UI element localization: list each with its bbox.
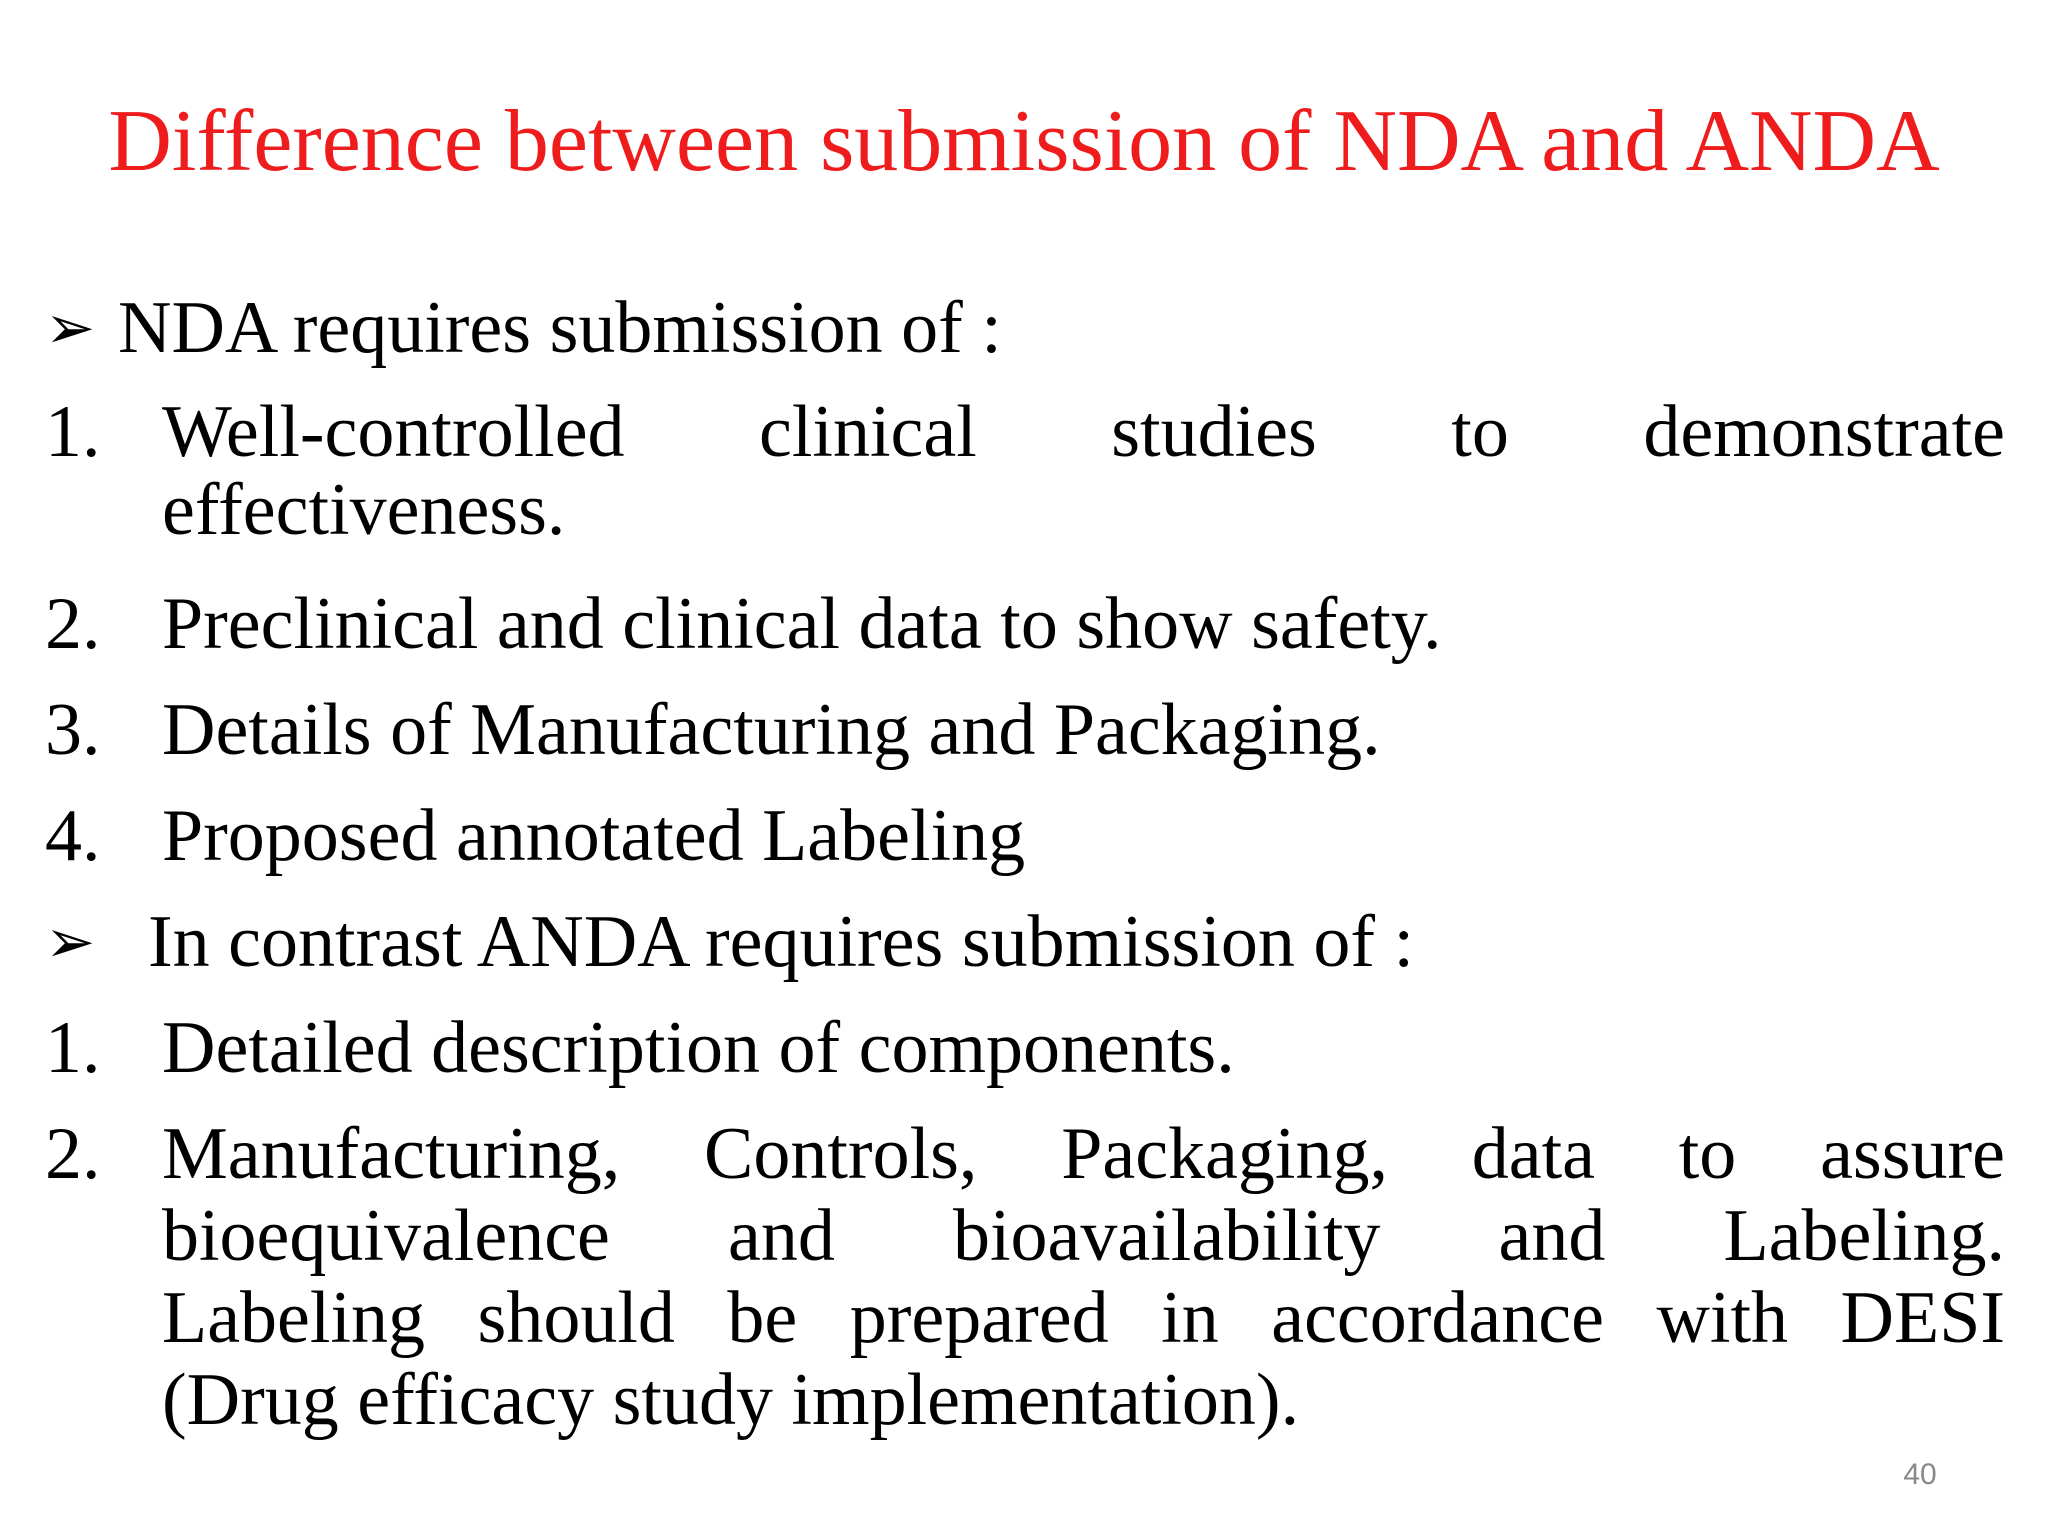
page-number: 40 [1903, 1458, 1937, 1491]
item-number: 1. [45, 391, 101, 473]
item-text [162, 1006, 2005, 1090]
arrow-bullet-icon: ➢ [45, 293, 96, 363]
item-line: bioequivalence and bioavailability and Labeling. [162, 1195, 2005, 1277]
anda-heading [45, 900, 1414, 984]
item-line: Manufacturing, Controls, Packaging, data to assure [162, 1113, 2005, 1195]
item-text [162, 582, 2005, 666]
item-text [162, 390, 2005, 552]
arrow-bullet-icon: ➢ [45, 907, 96, 977]
item-line: Detailed description of components. [162, 1007, 1235, 1089]
item-line: Proposed annotated Labeling [162, 795, 1026, 877]
item-line: Well-controlled clinical studies to demonstrate [162, 391, 2005, 473]
item-text [162, 688, 2005, 772]
item-line: Preclinical and clinical data to show safety. [162, 583, 1442, 665]
anda-heading-text: In contrast ANDA requires submission of : [148, 901, 1415, 983]
item-line: Details of Manufacturing and Packaging. [162, 689, 1381, 771]
slide-title: Difference between submission of NDA and ANDA [108, 93, 1940, 190]
item-line: (Drug efficacy study implementation). [162, 1359, 1300, 1441]
nda-heading [45, 286, 1002, 370]
item-number: 4. [45, 795, 101, 877]
item-text [162, 794, 2005, 878]
item-text [162, 1112, 2005, 1442]
item-number: 3. [45, 689, 101, 771]
item-line: Labeling should be prepared in accordance with DESI [162, 1277, 2005, 1359]
item-number: 2. [45, 1113, 101, 1195]
nda-heading-text: NDA requires submission of : [118, 287, 1002, 369]
item-number: 1. [45, 1007, 101, 1089]
item-line: effectiveness. [162, 469, 566, 551]
item-number: 2. [45, 583, 101, 665]
